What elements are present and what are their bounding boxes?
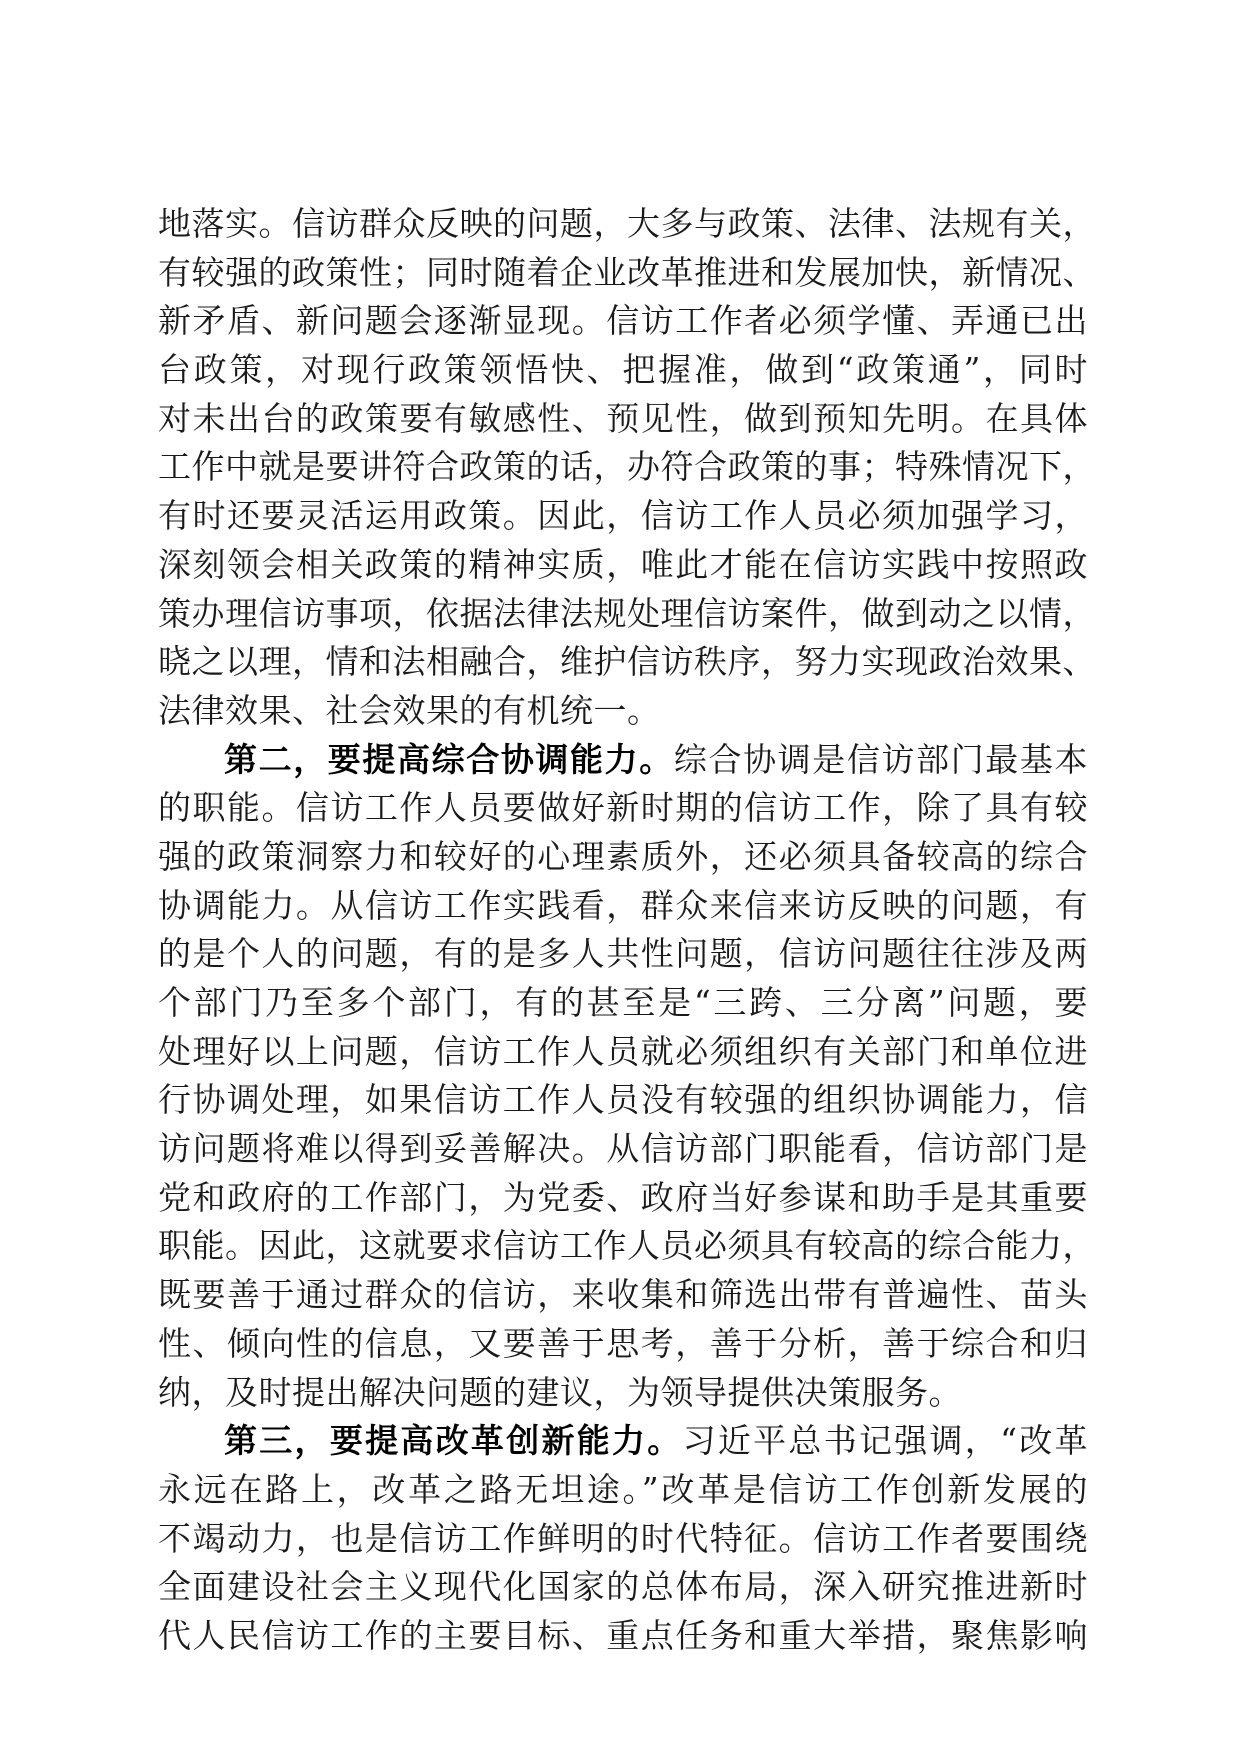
paragraph-coordination <box>158 736 1096 1418</box>
text-line: 处理好以上问题，信访工作人员就必须组织有关部门和单位进 <box>158 1031 1088 1071</box>
text-line: 协调能力。从信访工作实践看，群众来信来访反映的问题，有 <box>158 885 1088 925</box>
paragraph-first-line <box>158 1417 1088 1466</box>
text-line: 全面建设社会主义现代化国家的总体布局，深入研究推进新时 <box>158 1567 1088 1607</box>
paragraph-policy <box>158 200 1096 736</box>
text-line: 既要善于通过群众的信访，来收集和筛选出带有普遍性、苗头 <box>158 1275 1088 1315</box>
text-run: 综合协调是信访部门最基本 <box>673 739 1089 779</box>
text-line: 策办理信访事项，依据法律法规处理信访案件，做到动之以情， <box>158 593 1096 633</box>
section-heading-innovation: 第三，要提高改革创新能力。 <box>224 1421 683 1461</box>
section-heading-coordination: 第二，要提高综合协调能力。 <box>224 739 674 779</box>
text-line: 对未出台的政策要有敏感性、预见性，做到预知先明。在具体 <box>158 398 1088 438</box>
text-line: 深刻领会相关政策的精神实质，唯此才能在信访实践中按照政 <box>158 544 1088 584</box>
text-line: 工作中就是要讲符合政策的话，办符合政策的事；特殊情况下， <box>158 447 1096 487</box>
text-line: 法律效果、社会效果的有机统一。 <box>158 690 661 730</box>
text-line: 有较强的政策性；同时随着企业改革推进和发展加快，新情况、 <box>158 252 1096 292</box>
text-line: 台政策，对现行政策领悟快、把握准，做到“政策通”，同时 <box>158 350 1088 390</box>
text-line: 访问题将难以得到妥善解决。从信访部门职能看，信访部门是 <box>158 1129 1088 1169</box>
text-line: 个部门乃至多个部门，有的甚至是“三跨、三分离”问题，要 <box>158 983 1088 1022</box>
document-body <box>158 200 1096 1661</box>
text-line: 职能。因此，这就要求信访工作人员必须具有较高的综合能力， <box>158 1226 1096 1266</box>
text-line: 党和政府的工作部门，为党委、政府当好参谋和助手是其重要 <box>158 1177 1088 1217</box>
paragraph-first-line <box>158 736 1088 785</box>
text-line: 的是个人的问题，有的是多人共性问题，信访问题往往涉及两 <box>158 934 1088 974</box>
text-line: 性、倾向性的信息，又要善于思考，善于分析，善于综合和归 <box>158 1323 1088 1363</box>
text-line: 强的政策洞察力和较好的心理素质外，还必须具备较高的综合 <box>158 836 1088 876</box>
text-line: 永远在路上，改革之路无坦途。”改革是信访工作创新发展的 <box>158 1469 1088 1509</box>
text-line: 不竭动力，也是信访工作鲜明的时代特征。信访工作者要围绕 <box>158 1518 1088 1558</box>
text-line: 的职能。信访工作人员要做好新时期的信访工作，除了具有较 <box>158 788 1088 828</box>
text-line: 地落实。信访群众反映的问题，大多与政策、法律、法规有关， <box>158 204 1096 243</box>
text-run: 习近平总书记强调，“改革 <box>682 1421 1089 1461</box>
paragraph-innovation <box>158 1417 1088 1660</box>
text-line: 行协调处理，如果信访工作人员没有较强的组织协调能力，信 <box>158 1080 1088 1120</box>
text-line: 新矛盾、新问题会逐渐显现。信访工作者必须学懂、弄通已出 <box>158 301 1088 341</box>
text-line: 代人民信访工作的主要目标、重点任务和重大举措，聚焦影响 <box>158 1615 1088 1655</box>
text-line: 纳，及时提出解决问题的建议，为领导提供决策服务。 <box>158 1372 962 1412</box>
text-line: 晓之以理，情和法相融合，维护信访秩序，努力实现政治效果、 <box>158 642 1096 682</box>
text-line: 有时还要灵活运用政策。因此，信访工作人员必须加强学习， <box>158 496 1088 536</box>
